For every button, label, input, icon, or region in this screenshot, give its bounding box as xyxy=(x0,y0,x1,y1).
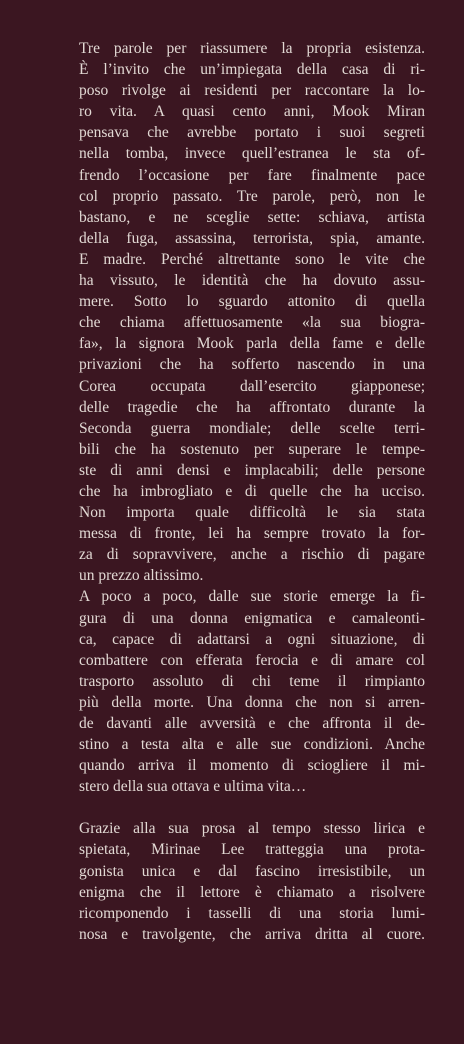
text-line: A poco a poco, dalle sue storie emerge la fi- xyxy=(79,588,425,606)
text-line: delle tragedie che ha affrontato durante la xyxy=(79,398,425,416)
text-line: trasporto assoluto di chi teme il rimpianto xyxy=(79,672,425,690)
text-line: pensava che avrebbe portato i suoi segreti xyxy=(79,124,425,142)
text-line: che chiama affettuosamente «la sua biogra- xyxy=(79,314,425,332)
text-line: quando arriva il momento di sciogliere il mi- xyxy=(79,757,425,775)
text-line: che ha imbrogliato e di quelle che ha ucciso. xyxy=(79,482,425,500)
text-line: gura di una donna enigmatica e camaleonti- xyxy=(79,609,425,627)
text-line: privazioni che ha sofferto nascendo in una xyxy=(79,356,425,374)
text-line: frendo l’occasione per fare finalmente pace xyxy=(79,166,425,184)
synopsis-paragraph-2 xyxy=(79,586,425,797)
text-line: spietata, Mirinae Lee tratteggia una prota- xyxy=(79,841,425,859)
text-line: nosa e travolgente, che arriva dritta al cuore. xyxy=(79,925,425,943)
text-line: za di sopravvivere, anche a rischio di pagare xyxy=(79,546,425,564)
text-line: ricomponendo i tasselli di una storia lumi- xyxy=(79,904,425,922)
text-line: nella tomba, invece quell’estranea le sta of- xyxy=(79,145,425,163)
text-line: poso rivolge ai residenti per raccontare la lo- xyxy=(79,82,425,100)
text-line: Non importa quale difficoltà le sia stata xyxy=(79,504,425,522)
text-line: della fuga, assassina, terrorista, spia, amante. xyxy=(79,229,425,247)
text-line: de davanti alle avversità e che affronta il de- xyxy=(79,715,425,732)
text-line: fa», la signora Mook parla della fame e delle xyxy=(79,335,425,353)
text-line: stino a testa alta e alle sue condizioni. Anche xyxy=(79,736,425,754)
text-line: E madre. Perché altrettante sono le vite che xyxy=(79,250,425,268)
text-line: col proprio passato. Tre parole, però, non le xyxy=(79,187,425,205)
text-line: ha vissuto, le identità che ha dovuto assu- xyxy=(79,272,425,290)
text-line: Corea occupata dall’esercito giapponese; xyxy=(79,377,425,395)
text-line: un prezzo altissimo. xyxy=(79,567,204,585)
text-line: bastano, e ne sceglie sette: schiava, artista xyxy=(79,208,425,226)
text-line: Seconda guerra mondiale; delle scelte terri- xyxy=(79,419,425,437)
text-line: bili che ha sostenuto per superare le tempe- xyxy=(79,440,425,458)
text-line: più della morte. Una donna che non si arren- xyxy=(79,693,425,711)
text-line: ca, capace di adattarsi a ogni situazione, di xyxy=(79,630,425,648)
text-line: Grazie alla sua prosa al tempo stesso lirica e xyxy=(79,820,425,838)
text-line: mere. Sotto lo sguardo attonito di quella xyxy=(79,293,425,311)
synopsis-paragraph-1 xyxy=(79,38,425,586)
text-line: messa di fronte, lei ha sempre trovato la for- xyxy=(79,525,425,543)
text-line: stero della sua ottava e ultima vita… xyxy=(79,778,307,796)
text-line: enigma che il lettore è chiamato a risolvere xyxy=(79,883,425,901)
text-line: combattere con efferata ferocia e di amare col xyxy=(79,651,425,669)
text-line: gonista unica e dal fascino irresistibile, un xyxy=(79,862,425,880)
text-line: ste di anni densi e implacabili; delle persone xyxy=(79,461,425,479)
text-line: ro vita. A quasi cento anni, Mook Miran xyxy=(79,103,425,121)
text-line: Tre parole per riassumere la propria esistenza. xyxy=(79,40,425,57)
text-line: È l’invito che un’impiegata della casa di ri- xyxy=(79,61,425,79)
synopsis-paragraph-3 xyxy=(79,818,425,945)
